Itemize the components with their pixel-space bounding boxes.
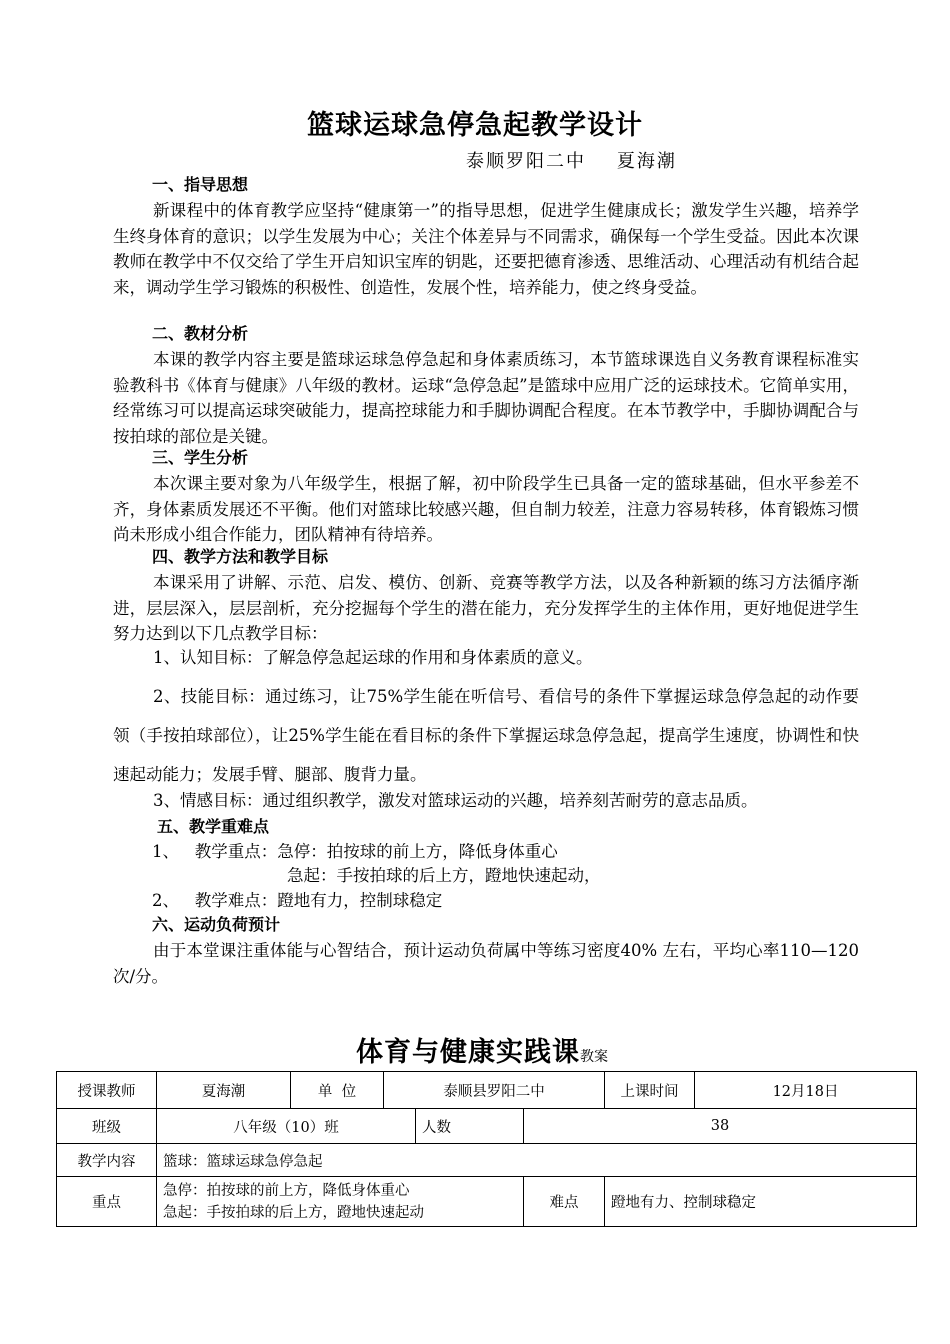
class-value: 八年级（10）班	[157, 1109, 416, 1144]
lesson-plan-table	[56, 1071, 917, 1227]
key-label: 重点	[57, 1177, 157, 1227]
section-paragraph-6: 由于本堂课注重体能与心智结合，预计运动负荷属中等练习密度40% 左右，平均心率110—120次/分。	[113, 941, 859, 986]
section-heading-6: 六、运动负荷预计	[152, 915, 281, 934]
lesson-plan-title-suffix: 教案	[580, 1049, 608, 1065]
difficult-point-line: 2、 教学难点：蹬地有力，控制球稳定	[152, 891, 443, 910]
count-label: 人数	[416, 1109, 524, 1144]
table-row	[57, 1177, 917, 1227]
section-paragraph-1: 新课程中的体育教学应坚持“健康第一”的指导思想，促进学生健康成长；激发学生兴趣，培养学生终身体育的意识；以学生发展为中心；关注个体差异与不同需求，确保每一个学生受益。因此本次课教师在教学中不仅交给了学生开启知识宝库的钥匙，还要把德育渗透、思维活动、心理活动有机结合起来，调动学生学习锻炼的积极性、创造性，发展个性，培养能力，使之终身受益。	[113, 201, 859, 297]
key-line-1: 急停：拍按球的前上方，降低身体重心	[163, 1182, 410, 1199]
unit-value: 泰顺县罗阳二中	[384, 1072, 605, 1109]
section-paragraph-2: 本课的教学内容主要是篮球运球急停急起和身体素质练习，本节篮球课选自义务教育课程标准实验教科书《体育与健康》八年级的教材。运球“急停急起”是篮球中应用广泛的运球技术。它简单实用，经常练习可以提高运球突破能力，提高控球能力和手脚协调配合程度。在本节教学中，手脚协调配合与按拍球的部位是关键。	[113, 350, 859, 446]
page-title: 篮球运球急停急起教学设计	[307, 110, 643, 141]
content-label: 教学内容	[57, 1144, 157, 1177]
section-heading-5: 五、教学重难点	[157, 817, 270, 836]
teacher-label: 授课教师	[57, 1072, 157, 1109]
key-line-2: 急起：手按拍球的后上方，蹬地快速起动	[163, 1204, 424, 1221]
count-value: 38	[524, 1109, 917, 1144]
key-value	[157, 1177, 524, 1227]
section-paragraph-3: 本次课主要对象为八年级学生，根据了解，初中阶段学生已具备一定的篮球基础，但水平参差不齐，身体素质发展还不平衡。他们对篮球比较感兴趣，但自制力较差，注意力容易转移，体育锻炼习惯尚未形成小组合作能力，团队精神有待培养。	[113, 474, 859, 544]
goal-skill: 2、技能目标：通过练习，让75%学生能在听信号、看信号的条件下掌握运球急停急起的动作要领（手按拍球部位），让25%学生能在看目标的条件下掌握运球急停急起，提高学生速度，协调性和快速起动能力；发展手臂、腿部、腹背力量。	[113, 687, 859, 784]
key-point-line-2: 急起：手按拍球的后上方，蹬地快速起动，	[287, 866, 601, 885]
section-heading-1: 一、指导思想	[152, 175, 249, 194]
author-line: 泰顺罗阳二中 夏海潮	[466, 151, 677, 172]
goal-emotional: 3、情感目标：通过组织教学，激发对篮球运动的兴趣，培养刻苦耐劳的意志品质。	[153, 791, 758, 810]
section-paragraph-4: 本课采用了讲解、示范、启发、模仿、创新、竞赛等教学方法，以及各种新颖的练习方法循序渐进，层层深入，层层剖析，充分挖掘每个学生的潜在能力，充分发挥学生的主体作用，更好地促进学生努力达到以下几点教学目标：	[113, 573, 859, 643]
class-label: 班级	[57, 1109, 157, 1144]
difficulty-label: 难点	[524, 1177, 605, 1227]
teacher-value: 夏海潮	[157, 1072, 291, 1109]
section-heading-4: 四、教学方法和教学目标	[152, 547, 329, 566]
time-value: 12月18日	[695, 1072, 917, 1109]
table-row	[57, 1144, 917, 1177]
unit-label: 单 位	[291, 1072, 384, 1109]
content-value: 篮球：篮球运球急停急起	[157, 1144, 917, 1177]
lesson-plan-title-main: 体育与健康实践课	[356, 1037, 580, 1068]
lesson-plan-title	[356, 1030, 608, 1069]
time-label: 上课时间	[605, 1072, 695, 1109]
key-point-line: 1、 教学重点：急停：拍按球的前上方，降低身体重心	[152, 842, 558, 861]
difficulty-value: 蹬地有力、控制球稳定	[605, 1177, 917, 1227]
goal-cognitive: 1、认知目标：了解急停急起运球的作用和身体素质的意义。	[153, 648, 593, 667]
table-row	[57, 1072, 917, 1109]
table-row	[57, 1109, 917, 1144]
section-heading-3: 三、学生分析	[152, 448, 249, 467]
section-heading-2: 二、教材分析	[152, 324, 249, 343]
